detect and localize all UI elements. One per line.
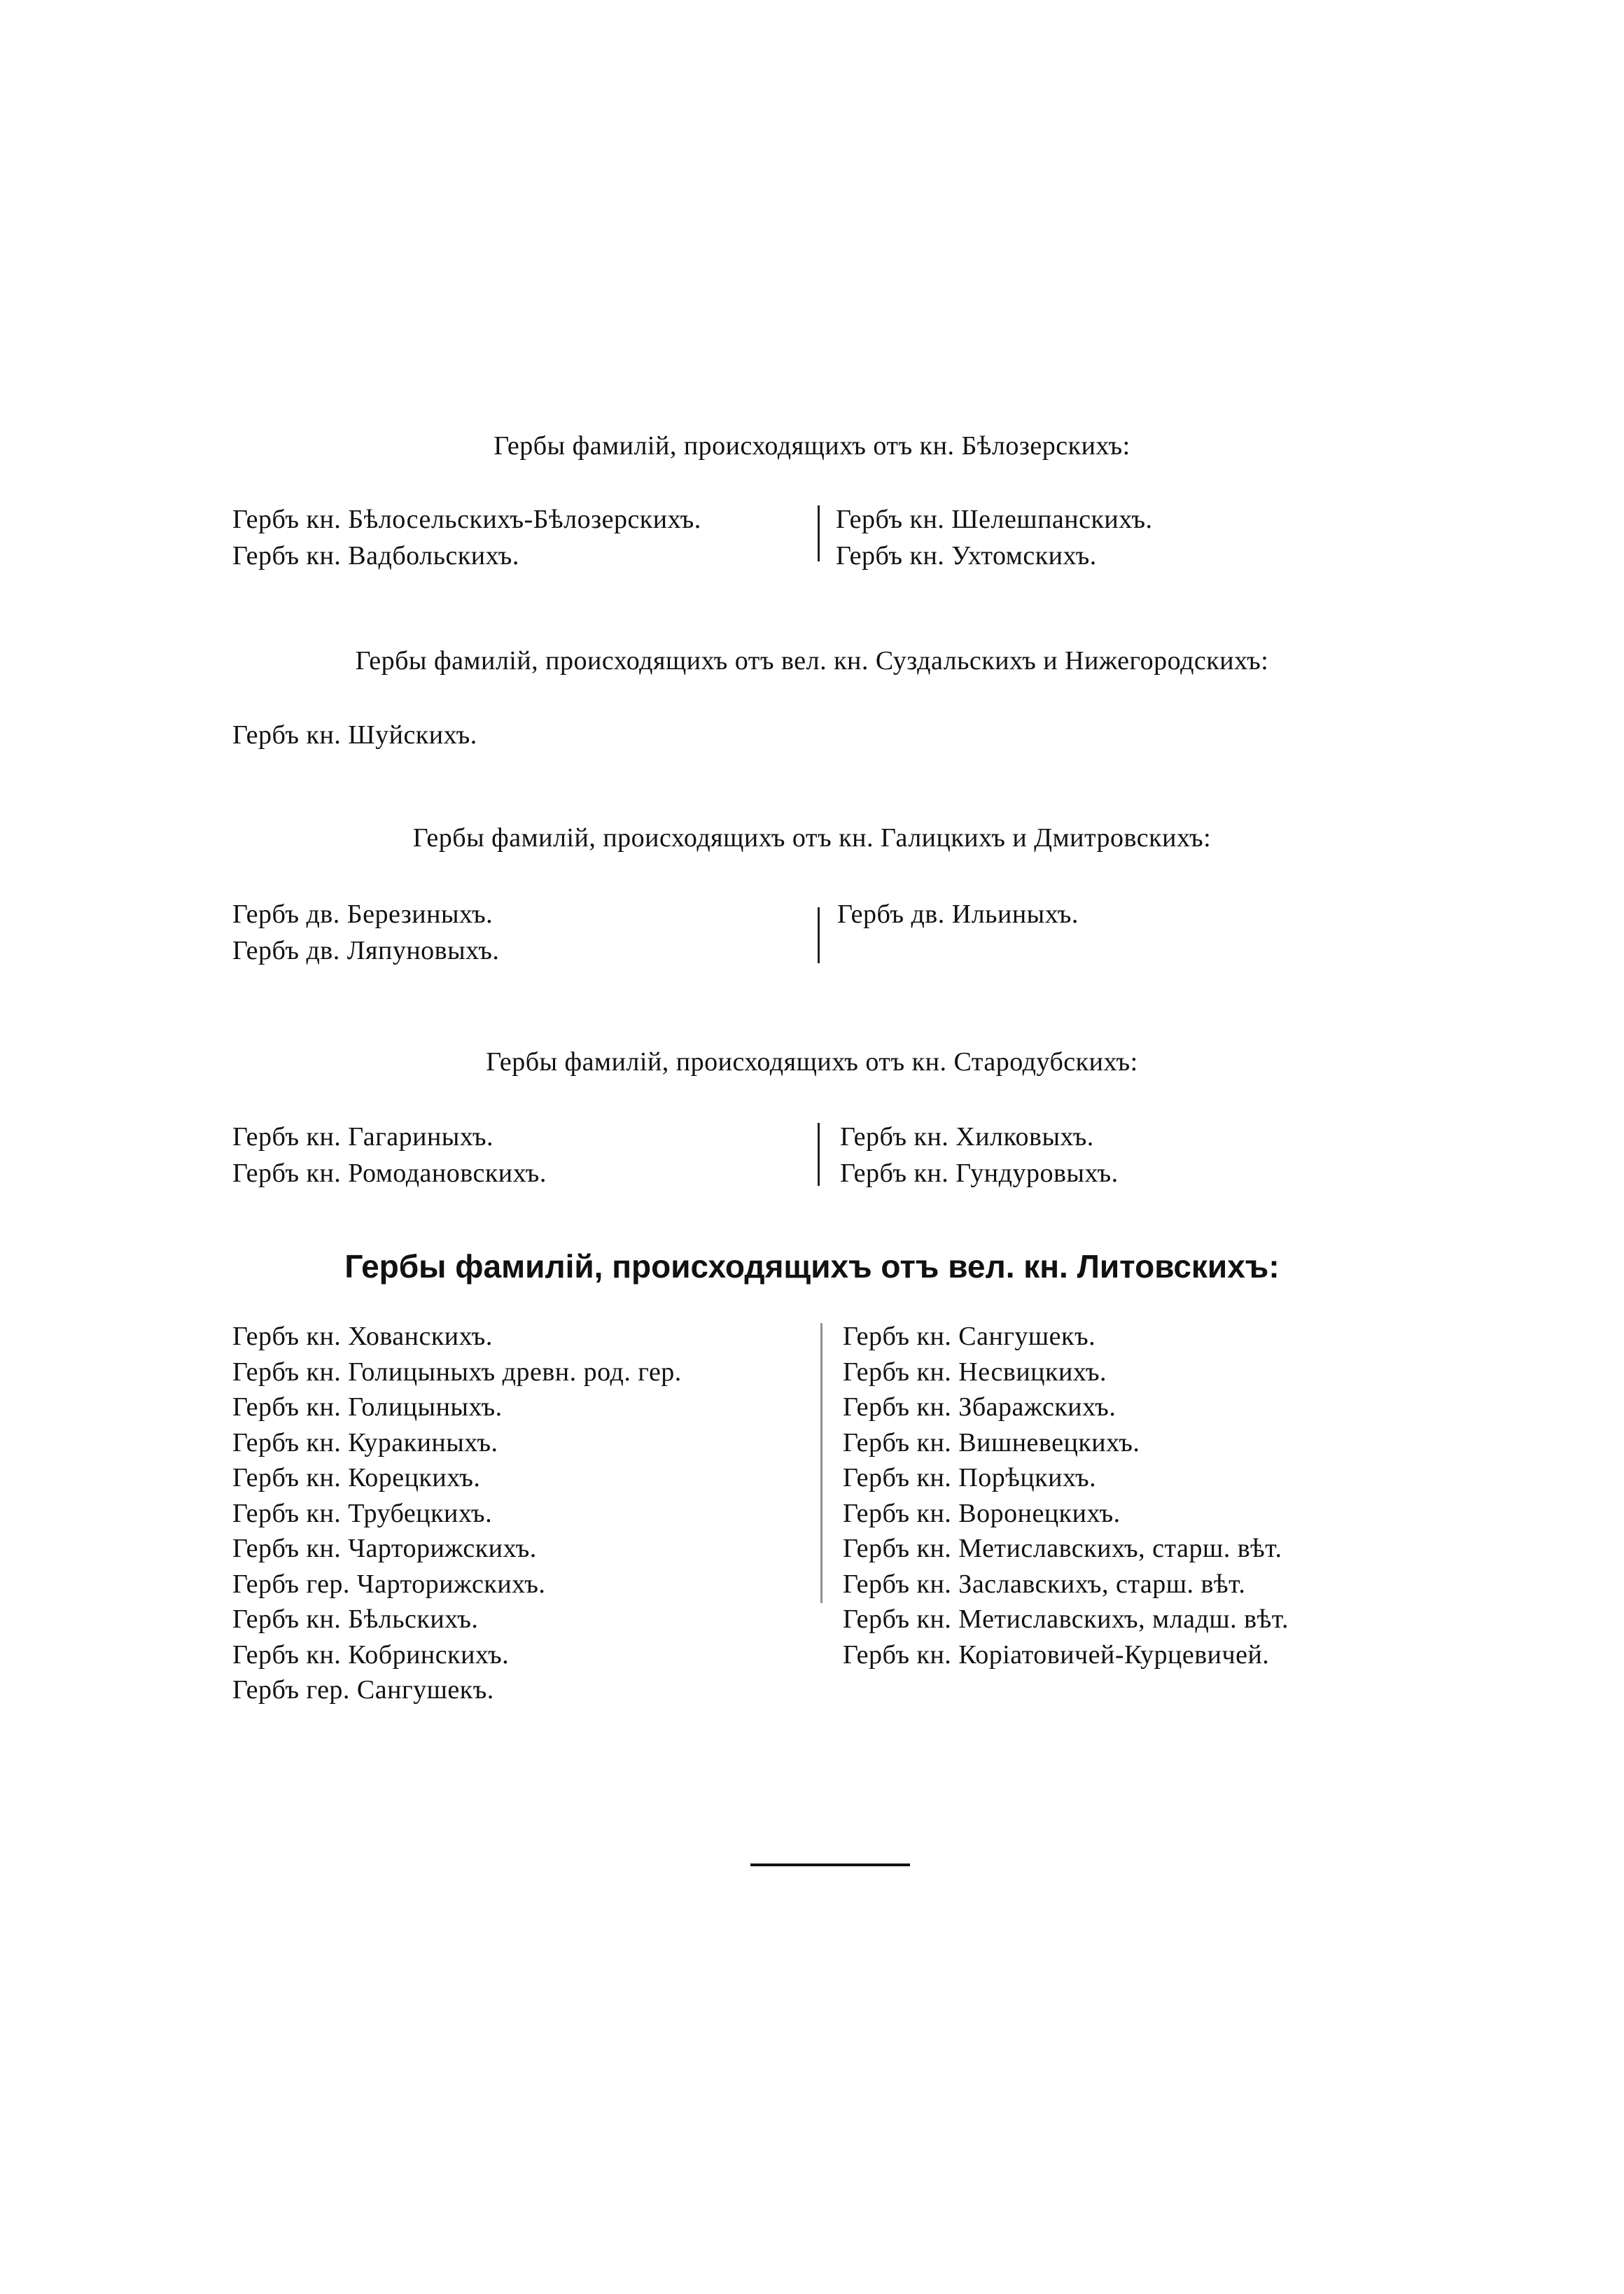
section-rule <box>750 1863 910 1866</box>
list-item: Гербъ дв. Березиныхъ. <box>232 900 493 929</box>
list-item: Гербъ кн. Гагариныхъ. <box>232 1122 494 1152</box>
list-item: Гербъ кн. Гундуровыхъ. <box>840 1159 1119 1188</box>
section-heading-suzdal: Гербы фамилій, происходящихъ отъ вел. кн. Суздальскихъ и Нижегородскихъ: <box>355 646 1269 676</box>
list-item: Гербъ кн. Збаражскихъ. <box>843 1392 1116 1422</box>
right-column-lithuania <box>843 1319 1289 1672</box>
left-column-galich <box>232 896 499 969</box>
list-item: Гербъ кн. Бѣльскихъ. <box>232 1604 479 1634</box>
list-item: Гербъ кн. Хилковыхъ. <box>840 1122 1094 1152</box>
list-item: Гербъ кн. Шуйскихъ. <box>232 720 477 750</box>
list-item: Гербъ кн. Хованскихъ. <box>232 1322 493 1351</box>
column-divider <box>820 1323 822 1603</box>
left-column-suzdal <box>232 717 477 753</box>
list-item: Гербъ кн. Метиславскихъ, младш. вѣт. <box>843 1604 1289 1634</box>
list-item: Гербъ дв. Ляпуновыхъ. <box>232 936 500 965</box>
right-column-starodub <box>840 1119 1119 1191</box>
list-item: Гербъ кн. Ухтомскихъ. <box>836 541 1097 571</box>
section-heading-beloozersk: Гербы фамилій, происходящихъ отъ кн. Бѣлозерскихъ: <box>493 431 1130 461</box>
left-column-beloozersk <box>232 501 701 574</box>
left-column-starodub <box>232 1119 547 1191</box>
list-item: Гербъ кн. Вадбольскихъ. <box>232 541 519 571</box>
list-item: Гербъ кн. Вишневецкихъ. <box>843 1427 1140 1457</box>
list-item: Гербъ кн. Шелешпанскихъ. <box>836 505 1153 534</box>
list-item: Гербъ кн. Ромодановскихъ. <box>232 1159 547 1188</box>
list-item: Гербъ кн. Несвицкихъ. <box>843 1357 1107 1387</box>
list-item: Гербъ кн. Коріатовичей-Курцевичей. <box>843 1639 1270 1670</box>
list-item: Гербъ кн. Сангушекъ. <box>843 1322 1096 1351</box>
section-heading-galich: Гербы фамилій, происходящихъ отъ кн. Галицкихъ и Дмитровскихъ: <box>412 823 1212 853</box>
list-item: Гербъ кн. Порѣцкихъ. <box>843 1463 1097 1492</box>
list-item: Гербъ кн. Кобринскихъ. <box>232 1639 510 1670</box>
list-item: Гербъ кн. Бѣлосельскихъ-Бѣлозерскихъ. <box>232 505 701 534</box>
list-item: Гербъ кн. Метиславскихъ, старш. вѣт. <box>843 1534 1282 1563</box>
list-item: Гербъ кн. Воронецкихъ. <box>843 1498 1121 1528</box>
left-column-lithuania <box>232 1319 682 1708</box>
list-item: Гербъ кн. Голицыныхъ древн. род. гер. <box>232 1357 682 1387</box>
column-divider <box>818 907 820 963</box>
list-item: Гербъ дв. Ильиныхъ. <box>837 900 1079 929</box>
list-item: Гербъ кн. Куракиныхъ. <box>232 1427 498 1457</box>
column-divider <box>818 505 820 561</box>
right-column-beloozersk <box>836 501 1152 574</box>
section-heading-starodub: Гербы фамилій, происходящихъ отъ кн. Стародубскихъ: <box>486 1047 1138 1077</box>
list-item: Гербъ кн. Чарторижскихъ. <box>232 1534 537 1563</box>
list-item: Гербъ кн. Заславскихъ, старш. вѣт. <box>843 1569 1246 1599</box>
section-heading-lithuania: Гербы фамилій, происходящихъ отъ вел. кн. Литовскихъ: <box>344 1248 1280 1285</box>
list-item: Гербъ кн. Трубецкихъ. <box>232 1498 493 1528</box>
list-item: Гербъ гер. Сангушекъ. <box>232 1675 494 1705</box>
list-item: Гербъ кн. Корецкихъ. <box>232 1463 481 1492</box>
right-column-galich <box>837 896 1079 932</box>
list-item: Гербъ кн. Голицыныхъ. <box>232 1392 503 1422</box>
column-divider <box>818 1123 820 1186</box>
list-item: Гербъ гер. Чарторижскихъ. <box>232 1569 546 1599</box>
